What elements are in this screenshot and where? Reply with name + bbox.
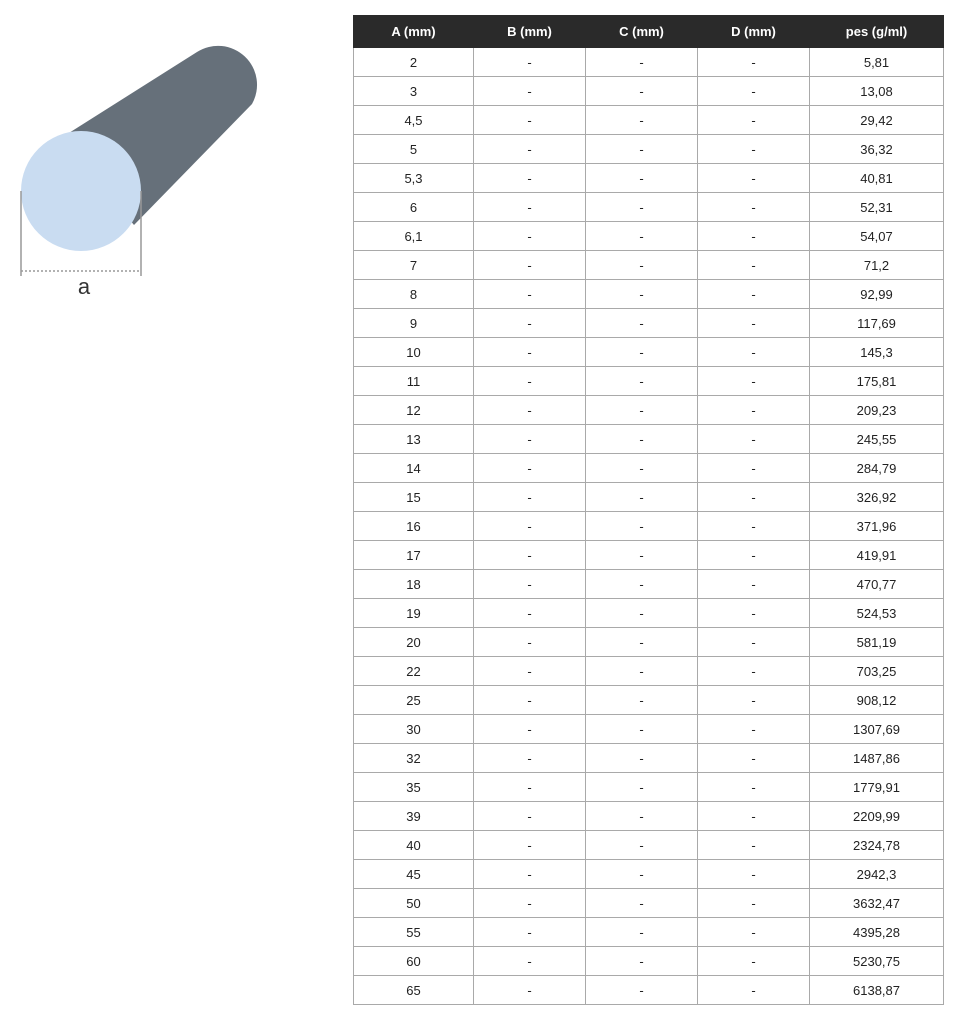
cell-c: - <box>586 338 698 367</box>
cell-d: - <box>698 541 810 570</box>
cell-c: - <box>586 686 698 715</box>
cell-weight: 908,12 <box>810 686 944 715</box>
cell-c: - <box>586 367 698 396</box>
cell-c: - <box>586 715 698 744</box>
cell-c: - <box>586 947 698 976</box>
table-row <box>354 222 944 251</box>
cell-a: 11 <box>354 367 474 396</box>
table-row <box>354 570 944 599</box>
cell-weight: 71,2 <box>810 251 944 280</box>
cell-b: - <box>474 48 586 77</box>
cell-a: 6,1 <box>354 222 474 251</box>
cell-d: - <box>698 686 810 715</box>
cell-d: - <box>698 48 810 77</box>
cell-weight: 371,96 <box>810 512 944 541</box>
cell-c: - <box>586 106 698 135</box>
cell-a: 20 <box>354 628 474 657</box>
table-row <box>354 483 944 512</box>
table-row <box>354 918 944 947</box>
cell-c: - <box>586 918 698 947</box>
cell-d: - <box>698 425 810 454</box>
cell-d: - <box>698 454 810 483</box>
cell-weight: 245,55 <box>810 425 944 454</box>
cell-b: - <box>474 106 586 135</box>
cell-weight: 2324,78 <box>810 831 944 860</box>
cell-weight: 4395,28 <box>810 918 944 947</box>
table-row <box>354 425 944 454</box>
cell-c: - <box>586 860 698 889</box>
cell-b: - <box>474 541 586 570</box>
cell-b: - <box>474 947 586 976</box>
cell-d: - <box>698 193 810 222</box>
table-row <box>354 251 944 280</box>
cell-c: - <box>586 483 698 512</box>
weight-table-container <box>353 15 943 1005</box>
cell-a: 35 <box>354 773 474 802</box>
cell-b: - <box>474 309 586 338</box>
cell-a: 9 <box>354 309 474 338</box>
cell-a: 10 <box>354 338 474 367</box>
cell-b: - <box>474 860 586 889</box>
cell-weight: 470,77 <box>810 570 944 599</box>
cell-a: 7 <box>354 251 474 280</box>
cell-a: 32 <box>354 744 474 773</box>
cell-weight: 284,79 <box>810 454 944 483</box>
cell-b: - <box>474 889 586 918</box>
cell-b: - <box>474 77 586 106</box>
cell-d: - <box>698 976 810 1005</box>
cell-d: - <box>698 889 810 918</box>
cell-c: - <box>586 77 698 106</box>
cell-weight: 2209,99 <box>810 802 944 831</box>
cell-d: - <box>698 77 810 106</box>
cell-a: 14 <box>354 454 474 483</box>
cell-weight: 1487,86 <box>810 744 944 773</box>
round-bar-diagram <box>0 0 300 310</box>
cell-d: - <box>698 860 810 889</box>
cell-weight: 117,69 <box>810 309 944 338</box>
table-row <box>354 396 944 425</box>
cell-weight: 524,53 <box>810 599 944 628</box>
cell-c: - <box>586 599 698 628</box>
cell-a: 39 <box>354 802 474 831</box>
cell-c: - <box>586 164 698 193</box>
cell-b: - <box>474 135 586 164</box>
cell-a: 6 <box>354 193 474 222</box>
cell-d: - <box>698 367 810 396</box>
cell-d: - <box>698 657 810 686</box>
rod-end-face <box>21 131 141 251</box>
cell-a: 12 <box>354 396 474 425</box>
table-row <box>354 164 944 193</box>
table-row <box>354 309 944 338</box>
cell-a: 50 <box>354 889 474 918</box>
cell-c: - <box>586 512 698 541</box>
cell-weight: 36,32 <box>810 135 944 164</box>
table-row <box>354 773 944 802</box>
table-row <box>354 657 944 686</box>
cell-weight: 92,99 <box>810 280 944 309</box>
header-cell-d: D (mm) <box>698 16 810 48</box>
table-row <box>354 744 944 773</box>
cell-d: - <box>698 164 810 193</box>
cell-b: - <box>474 802 586 831</box>
cell-weight: 326,92 <box>810 483 944 512</box>
cell-c: - <box>586 454 698 483</box>
cell-b: - <box>474 164 586 193</box>
table-row <box>354 802 944 831</box>
cell-b: - <box>474 512 586 541</box>
cell-weight: 3632,47 <box>810 889 944 918</box>
cell-a: 65 <box>354 976 474 1005</box>
table-row <box>354 48 944 77</box>
cell-weight: 5,81 <box>810 48 944 77</box>
cell-d: - <box>698 947 810 976</box>
table-row <box>354 367 944 396</box>
cell-a: 17 <box>354 541 474 570</box>
cell-c: - <box>586 48 698 77</box>
table-row <box>354 541 944 570</box>
cell-d: - <box>698 628 810 657</box>
cell-weight: 1307,69 <box>810 715 944 744</box>
header-cell-a: A (mm) <box>354 16 474 48</box>
cell-b: - <box>474 483 586 512</box>
cell-d: - <box>698 570 810 599</box>
cell-weight: 6138,87 <box>810 976 944 1005</box>
cell-c: - <box>586 773 698 802</box>
table-header <box>354 16 944 48</box>
cell-a: 45 <box>354 860 474 889</box>
cell-b: - <box>474 976 586 1005</box>
cell-c: - <box>586 976 698 1005</box>
cell-b: - <box>474 280 586 309</box>
table-row <box>354 831 944 860</box>
cell-b: - <box>474 425 586 454</box>
cell-b: - <box>474 657 586 686</box>
cell-d: - <box>698 773 810 802</box>
cell-d: - <box>698 802 810 831</box>
cell-c: - <box>586 657 698 686</box>
table-row <box>354 889 944 918</box>
cell-d: - <box>698 396 810 425</box>
cell-d: - <box>698 599 810 628</box>
weight-table <box>353 15 944 1005</box>
cell-d: - <box>698 309 810 338</box>
cell-b: - <box>474 367 586 396</box>
cell-a: 2 <box>354 48 474 77</box>
header-cell-weight: pes (g/ml) <box>810 16 944 48</box>
cell-d: - <box>698 512 810 541</box>
cell-weight: 13,08 <box>810 77 944 106</box>
cell-a: 60 <box>354 947 474 976</box>
cell-d: - <box>698 106 810 135</box>
cell-a: 40 <box>354 831 474 860</box>
cell-b: - <box>474 193 586 222</box>
cell-d: - <box>698 831 810 860</box>
cell-d: - <box>698 280 810 309</box>
cell-b: - <box>474 715 586 744</box>
cell-weight: 29,42 <box>810 106 944 135</box>
cell-b: - <box>474 831 586 860</box>
cell-weight: 52,31 <box>810 193 944 222</box>
table-row <box>354 106 944 135</box>
cell-b: - <box>474 744 586 773</box>
header-cell-c: C (mm) <box>586 16 698 48</box>
cell-d: - <box>698 483 810 512</box>
cell-b: - <box>474 599 586 628</box>
cell-a: 55 <box>354 918 474 947</box>
cell-b: - <box>474 773 586 802</box>
cell-d: - <box>698 222 810 251</box>
cell-c: - <box>586 744 698 773</box>
cell-c: - <box>586 628 698 657</box>
table-row <box>354 947 944 976</box>
table-body <box>354 48 944 1005</box>
cell-weight: 2942,3 <box>810 860 944 889</box>
cell-c: - <box>586 309 698 338</box>
table-row <box>354 686 944 715</box>
cell-d: - <box>698 338 810 367</box>
table-row <box>354 976 944 1005</box>
cell-a: 30 <box>354 715 474 744</box>
header-cell-b: B (mm) <box>474 16 586 48</box>
cell-b: - <box>474 454 586 483</box>
dimension-label: a <box>77 274 91 299</box>
cell-a: 8 <box>354 280 474 309</box>
round-bar-illustration <box>0 0 300 310</box>
cell-c: - <box>586 802 698 831</box>
cell-d: - <box>698 251 810 280</box>
cell-d: - <box>698 715 810 744</box>
table-row <box>354 280 944 309</box>
cell-c: - <box>586 425 698 454</box>
table-row <box>354 338 944 367</box>
cell-a: 15 <box>354 483 474 512</box>
cell-a: 3 <box>354 77 474 106</box>
cell-c: - <box>586 135 698 164</box>
cell-weight: 419,91 <box>810 541 944 570</box>
table-row <box>354 860 944 889</box>
cell-weight: 145,3 <box>810 338 944 367</box>
cell-weight: 703,25 <box>810 657 944 686</box>
table-row <box>354 135 944 164</box>
cell-c: - <box>586 541 698 570</box>
cell-c: - <box>586 570 698 599</box>
cell-b: - <box>474 396 586 425</box>
header-row <box>354 16 944 48</box>
cell-d: - <box>698 135 810 164</box>
cell-c: - <box>586 251 698 280</box>
cell-weight: 209,23 <box>810 396 944 425</box>
cell-b: - <box>474 570 586 599</box>
cell-c: - <box>586 889 698 918</box>
table-row <box>354 715 944 744</box>
cell-a: 13 <box>354 425 474 454</box>
cell-c: - <box>586 831 698 860</box>
table-row <box>354 77 944 106</box>
table-row <box>354 454 944 483</box>
table-row <box>354 193 944 222</box>
cell-a: 18 <box>354 570 474 599</box>
cell-a: 5,3 <box>354 164 474 193</box>
cell-a: 25 <box>354 686 474 715</box>
cell-d: - <box>698 744 810 773</box>
cell-weight: 175,81 <box>810 367 944 396</box>
cell-b: - <box>474 338 586 367</box>
cell-b: - <box>474 222 586 251</box>
table-row <box>354 628 944 657</box>
cell-b: - <box>474 918 586 947</box>
cell-a: 22 <box>354 657 474 686</box>
cell-weight: 1779,91 <box>810 773 944 802</box>
cell-a: 19 <box>354 599 474 628</box>
cell-c: - <box>586 396 698 425</box>
table-row <box>354 599 944 628</box>
table-row <box>354 512 944 541</box>
cell-c: - <box>586 193 698 222</box>
cell-weight: 5230,75 <box>810 947 944 976</box>
cell-weight: 40,81 <box>810 164 944 193</box>
cell-a: 16 <box>354 512 474 541</box>
cell-b: - <box>474 628 586 657</box>
cell-c: - <box>586 222 698 251</box>
cell-c: - <box>586 280 698 309</box>
cell-b: - <box>474 251 586 280</box>
cell-b: - <box>474 686 586 715</box>
cell-a: 4,5 <box>354 106 474 135</box>
cell-d: - <box>698 918 810 947</box>
cell-a: 5 <box>354 135 474 164</box>
cell-weight: 581,19 <box>810 628 944 657</box>
cell-weight: 54,07 <box>810 222 944 251</box>
